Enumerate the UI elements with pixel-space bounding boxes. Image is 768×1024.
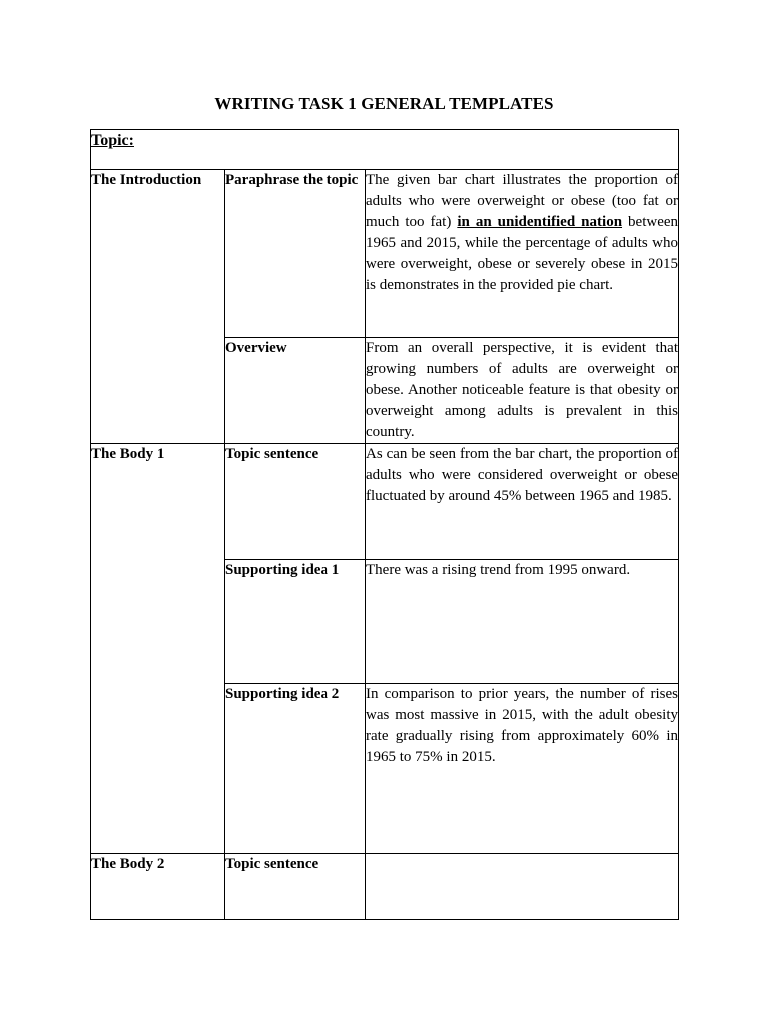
part-topic-sentence-body-2: Topic sentence bbox=[225, 854, 366, 920]
table-row bbox=[91, 444, 679, 560]
section-body-2: The Body 2 bbox=[91, 854, 225, 920]
content-paraphrase-topic bbox=[366, 170, 679, 338]
part-supporting-idea-2: Supporting idea 2 bbox=[225, 684, 366, 854]
section-body-1: The Body 1 bbox=[91, 444, 225, 854]
topic-row bbox=[91, 130, 679, 170]
template-table bbox=[90, 129, 679, 920]
content-supporting-idea-2: In comparison to prior years, the number of rises was most massive in 2015, with the adult obesity rate gradually rising from approximately 60% in 1965 to 75% in 2015. bbox=[366, 684, 679, 854]
section-introduction: The Introduction bbox=[91, 170, 225, 444]
page-title: WRITING TASK 1 GENERAL TEMPLATES bbox=[214, 94, 554, 113]
content-text: between 1965 and 2015, while the percentage of adults who were overweight, obese or severely obese in 2015 is demonstrates in the provided pie chart. bbox=[366, 214, 679, 293]
content-topic-sentence-body-2 bbox=[366, 854, 679, 920]
content-topic-sentence-body-1: As can be seen from the bar chart, the proportion of adults who were considered overweight or obese fluctuated by around 45% between 1965 and 1985. bbox=[366, 444, 679, 560]
content-emphasis: in an unidentified nation bbox=[457, 214, 623, 230]
table-row bbox=[91, 170, 679, 338]
part-topic-sentence-body-1: Topic sentence bbox=[225, 444, 366, 560]
content-overview: From an overall perspective, it is evident that growing numbers of adults are overweight or obese. Another noticeable feature is that obesity or overweight among adults is prevalent in this country. bbox=[366, 338, 679, 444]
part-paraphrase-topic: Paraphrase the topic bbox=[225, 170, 366, 338]
content-text: The given bar chart illustrates the proportion of adults who were overweight or obese (too fat or much too fat) bbox=[366, 172, 679, 230]
part-supporting-idea-1: Supporting idea 1 bbox=[225, 560, 366, 684]
table-row bbox=[91, 854, 679, 920]
content-supporting-idea-1: There was a rising trend from 1995 onward. bbox=[366, 560, 679, 684]
topic-label: Topic: bbox=[91, 130, 679, 170]
part-overview: Overview bbox=[225, 338, 366, 444]
